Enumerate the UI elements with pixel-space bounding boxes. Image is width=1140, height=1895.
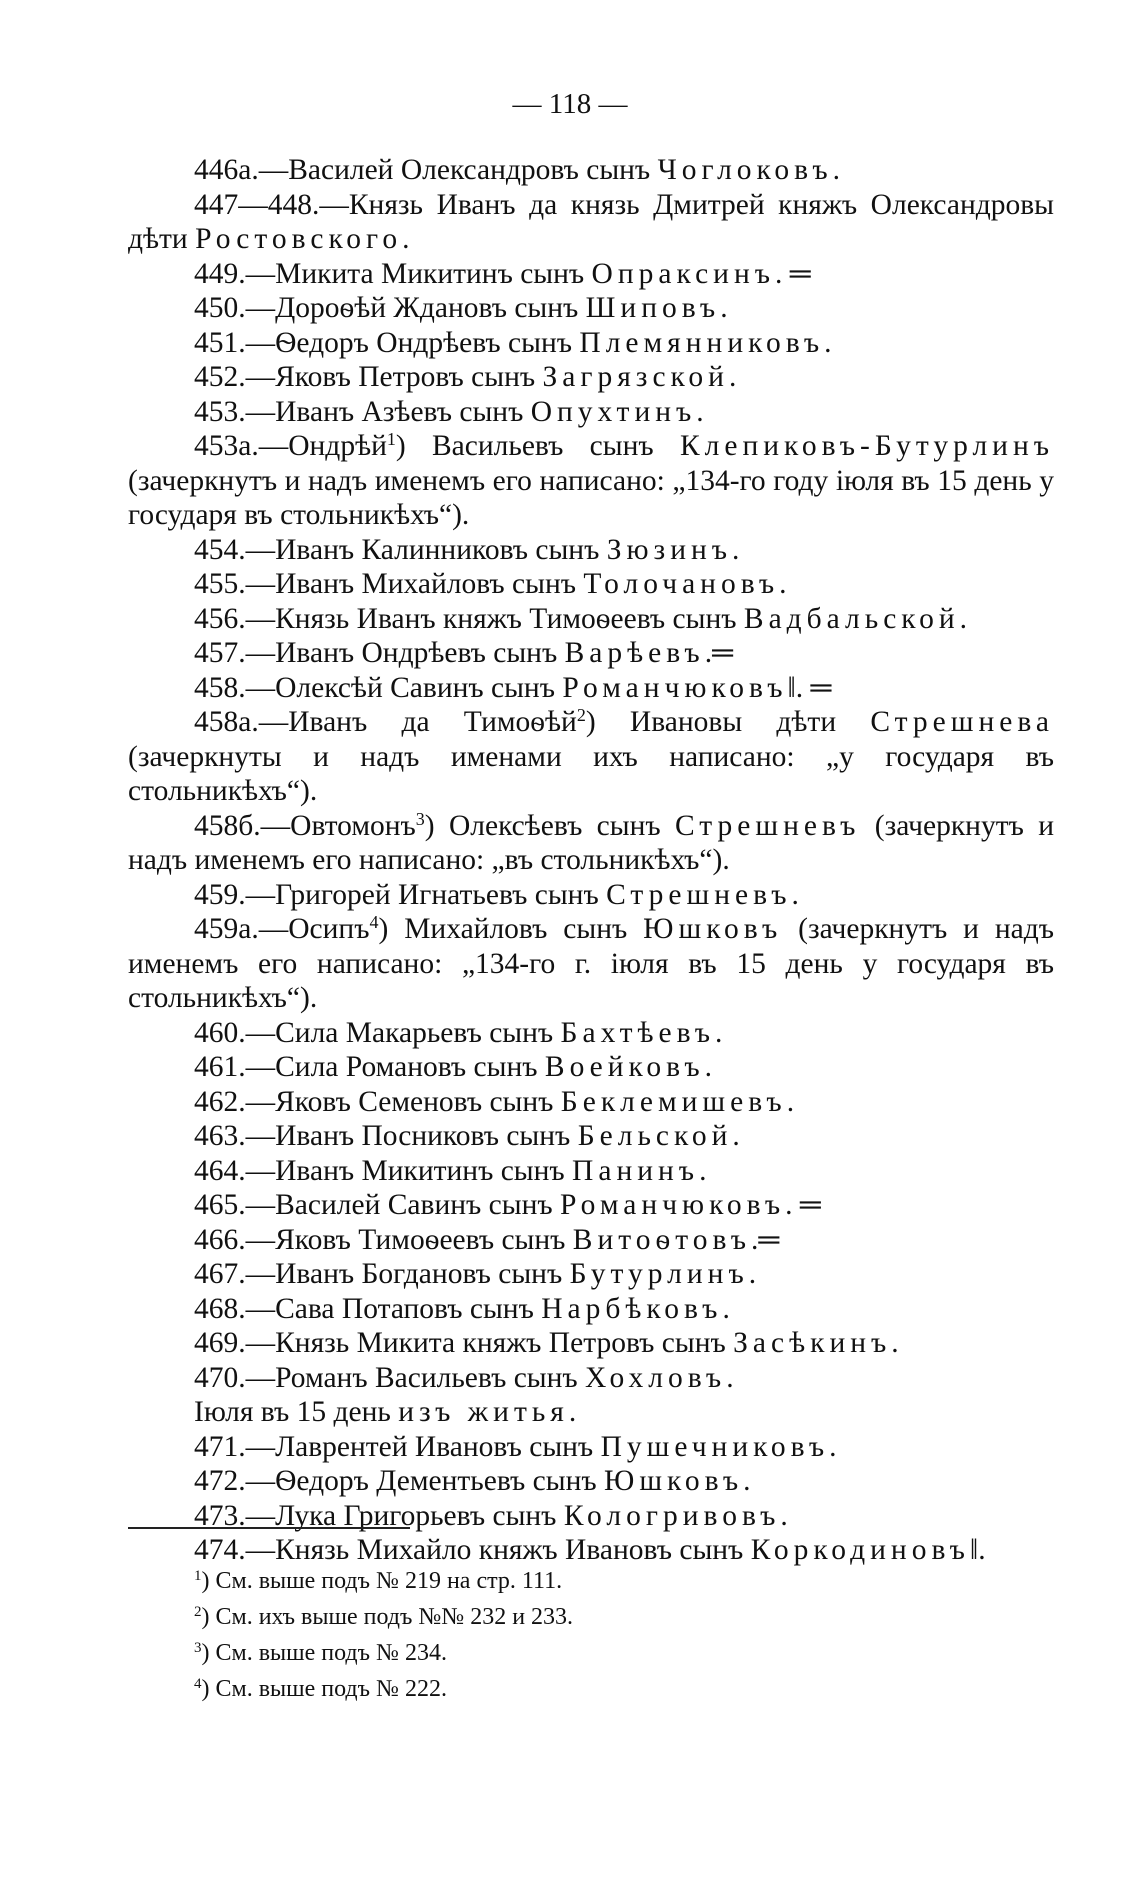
entry-number: 451.— (194, 326, 276, 359)
surname: Юшковъ (604, 1465, 744, 1497)
surname: Зюзинъ (606, 533, 733, 566)
entry-text: . (704, 1051, 712, 1083)
footnote (194, 1563, 1054, 1599)
surname: Романчюковъ (559, 1189, 786, 1221)
register-entry (128, 395, 1054, 430)
entry-text: Василей Олександровъ сынъ (288, 154, 658, 186)
entry-text: Ондрѣй (288, 430, 387, 462)
entry-number: 467.— (194, 1258, 276, 1290)
entry-number: 472.— (194, 1465, 276, 1497)
entry-number: 462.— (194, 1085, 276, 1118)
entry-text: . (699, 1154, 707, 1187)
surname: изъ житья (398, 1396, 569, 1428)
entry-text: . (748, 1258, 757, 1290)
entry-number: 458б.— (194, 809, 291, 842)
register-entry (128, 912, 1054, 1016)
entry-text: Григорей Игнатьевъ сынъ (275, 878, 607, 911)
surname: Чоглоковъ (657, 154, 833, 186)
entry-text: Иванъ Посниковъ сынъ (275, 1120, 578, 1152)
entry-number: 464.— (194, 1154, 276, 1187)
entry-text: Овтомонъ (290, 809, 416, 842)
surname: Шиповъ (585, 292, 721, 324)
register-entry (128, 671, 1054, 706)
entry-text: Ѳедоръ Дементьевъ сынъ (275, 1465, 604, 1497)
surname: Бахтѣевъ (560, 1016, 716, 1049)
entry-text: . ═ (785, 1189, 821, 1221)
entry-text: ) Ивановы дѣти (585, 706, 871, 738)
entry-text: Князь Михайло княжъ Ивановъ сынъ (275, 1534, 751, 1566)
entry-number: 471.— (194, 1430, 276, 1463)
register-entry (128, 1326, 1054, 1361)
footnote-divider (128, 1527, 410, 1529)
entry-text: Иванъ Михайловъ сынъ (275, 568, 584, 600)
entry-text: (зачеркнутъ и надъ именемъ его написано: „134-го г. іюля въ 15 день у государя въ стольникѣхъ“). (128, 913, 1054, 1014)
surname: Панинъ (572, 1154, 700, 1187)
entry-text: Іюля въ 15 день (194, 1396, 399, 1428)
entry-text: Князь Микита княжъ Петровъ сынъ (275, 1327, 734, 1359)
footnote (194, 1635, 1054, 1671)
entry-number: 459.— (194, 878, 276, 911)
entry-text: Ѳедоръ Ондрѣевъ сынъ (275, 326, 580, 359)
register-entry (128, 602, 1054, 637)
register-entry (128, 360, 1054, 395)
register-entry (128, 291, 1054, 326)
surname: Опухтинъ (530, 395, 697, 428)
entry-text: Князь Иванъ да князь Дмитрей княжъ Олександровы дѣти (128, 188, 1054, 255)
entry-text: .═ (750, 1223, 780, 1256)
register-entry (128, 705, 1054, 809)
entry-text: Яковъ Семеновъ сынъ (275, 1085, 561, 1118)
footnote-text: ) См. выше подъ № 222. (201, 1676, 447, 1702)
register-entry (128, 1292, 1054, 1327)
entry-number: 466.— (194, 1223, 276, 1256)
entry-number: 457.— (194, 637, 276, 669)
entry-text: Иванъ Ондрѣевъ сынъ (275, 637, 565, 669)
entry-text: (зачеркнутъ и надъ именемъ его написано: „134-го году іюля въ 15 день у государя въ стольникѣхъ“). (128, 464, 1054, 531)
entry-text: . (780, 1499, 788, 1532)
register-entry (128, 188, 1054, 257)
surname: Кологривовъ (563, 1499, 781, 1532)
register-entry (128, 153, 1054, 188)
footnote-ref: 1 (386, 429, 396, 449)
register-entry (128, 1361, 1054, 1396)
entry-number: 458.— (194, 671, 276, 704)
register-entry (128, 1119, 1054, 1154)
entry-number: 453а.— (194, 430, 289, 462)
surname: Загрязской (542, 361, 729, 393)
footnotes (194, 1563, 1054, 1707)
register-entry (128, 326, 1054, 361)
entry-number: 452.— (194, 361, 276, 393)
surname: Бельской (577, 1120, 733, 1152)
entry-number: 447—448.— (194, 188, 349, 221)
register-entry (128, 429, 1054, 533)
page-number: — 118 — (512, 88, 628, 120)
entry-text: Иванъ Калинниковъ сынъ (275, 533, 607, 566)
footnote-ref: 4 (369, 912, 379, 932)
entry-text: . (791, 878, 799, 911)
entry-number: 469.— (194, 1327, 276, 1359)
entry-text: . (696, 395, 704, 428)
surname: Бутурлинъ (569, 1258, 749, 1290)
entry-number: 455.— (194, 568, 276, 600)
entry-text: . (728, 361, 737, 393)
entry-text: . (722, 1292, 730, 1325)
entry-text: ‖. ═ (787, 671, 832, 704)
entry-text: . (715, 1016, 723, 1049)
entry-text: . (786, 1085, 795, 1118)
entry-text: . ═ (775, 257, 811, 290)
footnote (194, 1599, 1054, 1635)
entry-number: 474.— (194, 1534, 276, 1566)
surname: Засѣкинъ (733, 1327, 892, 1359)
register-entry (128, 1464, 1054, 1499)
surname: Юшковъ (643, 913, 783, 945)
entry-text: ) Васильевъ сынъ (395, 430, 680, 462)
surname: Вадбальской (743, 602, 960, 635)
register-entry (128, 1085, 1054, 1120)
entry-text: . (568, 1396, 577, 1428)
entry-number: 454.— (194, 533, 276, 566)
surname: Стрешнева (870, 706, 1054, 738)
entry-text: Яковъ Тимоѳеевъ сынъ (275, 1223, 573, 1256)
entry-text: . (732, 533, 740, 566)
entry-number: 450.— (194, 292, 276, 324)
surname: Стрешневъ (675, 809, 861, 842)
entry-text: . (829, 1430, 837, 1463)
surname: Племянниковъ (579, 326, 825, 359)
entry-text: Иванъ Богдановъ сынъ (275, 1258, 570, 1290)
surname: Беклемишевъ (560, 1085, 787, 1118)
register-entry (128, 1223, 1054, 1258)
entry-number: 463.— (194, 1120, 276, 1152)
footnote-mark: 1 (194, 1568, 202, 1584)
entry-text: . (720, 292, 728, 324)
entry-number: 461.— (194, 1051, 276, 1083)
entry-text: Сава Потаповъ сынъ (275, 1292, 542, 1325)
register-entry (128, 257, 1054, 292)
entry-text: (зачеркнутъ и надъ именемъ его написано: „въ стольникѣхъ“). (128, 809, 1055, 876)
surname: Пушечниковъ (600, 1430, 830, 1463)
surname: Толочановъ (583, 568, 780, 600)
entry-text: Яковъ Петровъ сынъ (275, 361, 543, 393)
footnote (194, 1671, 1054, 1707)
entry-number: 458а.— (194, 706, 289, 738)
register-entry (128, 1395, 1054, 1430)
entry-text: Олексѣй Савинъ сынъ (275, 671, 563, 704)
entry-text: (зачеркнуты и надъ именами ихъ написано: „у государя въ стольникѣхъ“). (128, 740, 1054, 807)
entry-text: . (779, 568, 787, 600)
entry-text: Князь Иванъ княжъ Тимоѳеевъ сынъ (275, 602, 744, 635)
footnote-mark: 4 (194, 1676, 202, 1692)
entry-text: ) Михайловъ сынъ (378, 913, 644, 945)
entry-number: 468.— (194, 1292, 276, 1325)
entry-text: Сила Макарьевъ сынъ (275, 1016, 561, 1049)
entry-text: . (726, 1361, 734, 1394)
entry-text: Микита Микитинъ сынъ (275, 257, 592, 290)
entry-number: 473.— (194, 1499, 276, 1532)
entry-number: 446а.— (194, 154, 289, 186)
entry-text: . (824, 326, 832, 359)
footnote-ref: 3 (415, 808, 425, 829)
entry-number: 465.— (194, 1189, 276, 1221)
entry-number: 470.— (194, 1361, 276, 1394)
entry-text: Василей Савинъ сынъ (275, 1189, 560, 1221)
entry-text: . (832, 154, 840, 186)
entry-text: Сила Романовъ сынъ (275, 1051, 545, 1083)
register-entry (128, 878, 1054, 913)
register-entry (128, 1430, 1054, 1465)
entry-text: . (732, 1120, 740, 1152)
footnote-text: ) См. выше подъ № 234. (201, 1640, 447, 1666)
entry-number: 456.— (194, 602, 276, 635)
entry-text: Лука Григорьевъ сынъ (275, 1499, 564, 1532)
entry-text: Лаврентей Ивановъ сынъ (275, 1430, 601, 1463)
entry-text: . (743, 1465, 751, 1497)
register-entry (128, 1154, 1054, 1189)
entry-number: 449.— (194, 257, 276, 290)
surname: Коркодиновъ (750, 1534, 970, 1566)
footnote-mark: 2 (194, 1604, 202, 1620)
entry-text: ‖. (969, 1534, 986, 1566)
entry-number: 460.— (194, 1016, 276, 1049)
entry-number: 453.— (194, 395, 276, 428)
footnote-mark: 3 (194, 1640, 202, 1656)
register-entry (128, 1257, 1054, 1292)
footnote-text: ) См. ихъ выше подъ №№ 232 и 233. (201, 1604, 574, 1630)
surname: Ростовского (195, 223, 403, 255)
register-entries (128, 153, 1054, 1568)
register-entry (128, 1016, 1054, 1051)
surname: Воейковъ (544, 1051, 705, 1083)
register-entry (128, 636, 1054, 671)
surname: Клепиковъ-Бутурлинъ (679, 430, 1054, 462)
entry-text: Иванъ Микитинъ сынъ (275, 1154, 573, 1187)
register-entry (128, 1188, 1054, 1223)
surname: Варѣевъ (564, 637, 705, 669)
surname: Хохловъ (585, 1361, 727, 1394)
footnote-ref: 2 (576, 705, 586, 725)
entry-number: 459а.— (194, 913, 289, 945)
entry-text: . (959, 602, 968, 635)
entry-text: Романъ Васильевъ сынъ (275, 1361, 586, 1394)
surname: Опраксинъ (591, 257, 776, 290)
register-entry (128, 567, 1054, 602)
entry-text: . (891, 1327, 899, 1359)
register-entry (128, 533, 1054, 568)
entry-text: ) Олексѣевъ сынъ (424, 809, 675, 842)
surname: Витоѳтовъ (572, 1223, 751, 1256)
entry-text: . (402, 223, 410, 255)
surname: Нарбѣковъ (541, 1292, 723, 1325)
entry-text: Дороѳѣй Ждановъ сынъ (275, 292, 586, 324)
entry-text: Иванъ да Тимоѳѣй (288, 706, 577, 738)
surname: Романчюковъ (562, 671, 788, 704)
entry-text: Иванъ Азѣевъ сынъ (275, 395, 531, 428)
entry-text: .═ (704, 637, 733, 669)
entry-text: Осипъ (288, 913, 370, 945)
register-entry (128, 809, 1054, 878)
surname: Стрешневъ (606, 878, 792, 911)
register-entry (128, 1050, 1054, 1085)
footnote-text: ) См. выше подъ № 219 на стр. 111. (201, 1568, 563, 1594)
